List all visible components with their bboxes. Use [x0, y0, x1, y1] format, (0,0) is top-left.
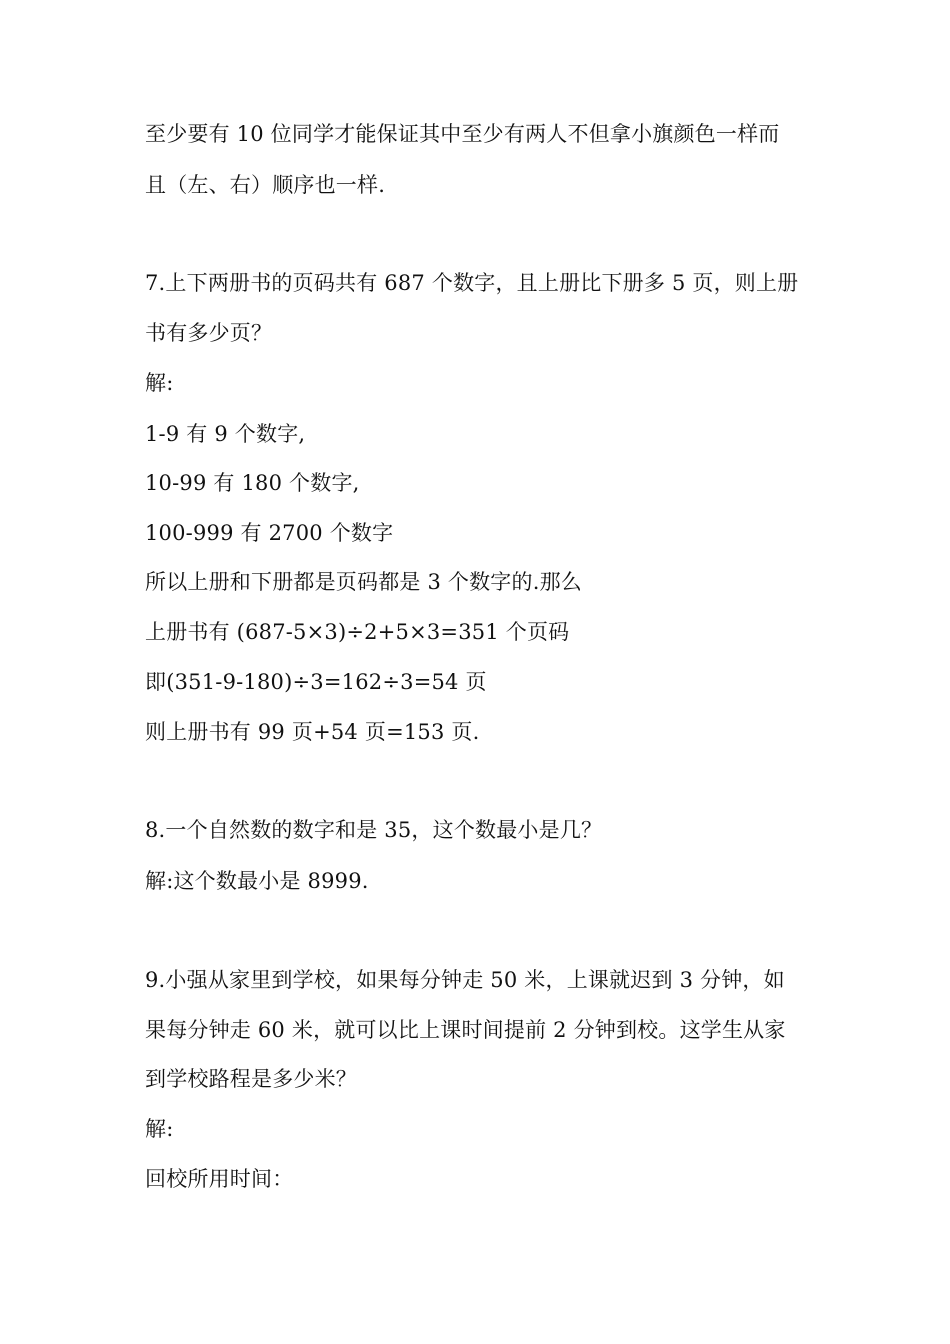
solution-line: 则上册书有 99 页+54 页=153 页.	[145, 720, 480, 744]
solution-line: 所以上册和下册都是页码都是 3 个数字的.那么	[145, 570, 582, 594]
text-line: 且（左、右）顺序也一样.	[145, 173, 386, 197]
question-9-line: 9.小强从家里到学校，如果每分钟走 50 米，上课就迟到 3 分钟，如	[145, 968, 785, 992]
question-7-line: 7.上下两册书的页码共有 687 个数字，且上册比下册多 5 页，则上册	[145, 271, 799, 295]
question-7-line: 书有多少页？	[145, 321, 273, 345]
solution-label: 解:	[145, 371, 174, 395]
solution-line: 100-999 有 2700 个数字	[145, 521, 394, 545]
solution-line: 即(351-9-180)÷3=162÷3=54 页	[145, 670, 487, 694]
text-line: 至少要有 10 位同学才能保证其中至少有两人不但拿小旗颜色一样而	[145, 122, 780, 146]
solution-line: 回校所用时间：	[145, 1167, 294, 1191]
question-8-line: 8.一个自然数的数字和是 35，这个数最小是几？	[145, 818, 603, 842]
solution-line: 解:这个数最小是 8999.	[145, 869, 369, 893]
solution-line: 上册书有 (687-5×3)÷2+5×3=351 个页码	[145, 620, 570, 644]
question-9-line: 果每分钟走 60 米，就可以比上课时间提前 2 分钟到校。这学生从家	[145, 1018, 786, 1042]
question-9-line: 到学校路程是多少米？	[145, 1067, 357, 1091]
solution-line: 10-99 有 180 个数字,	[145, 471, 360, 495]
solution-line: 1-9 有 9 个数字,	[145, 422, 306, 446]
solution-label: 解:	[145, 1117, 174, 1141]
